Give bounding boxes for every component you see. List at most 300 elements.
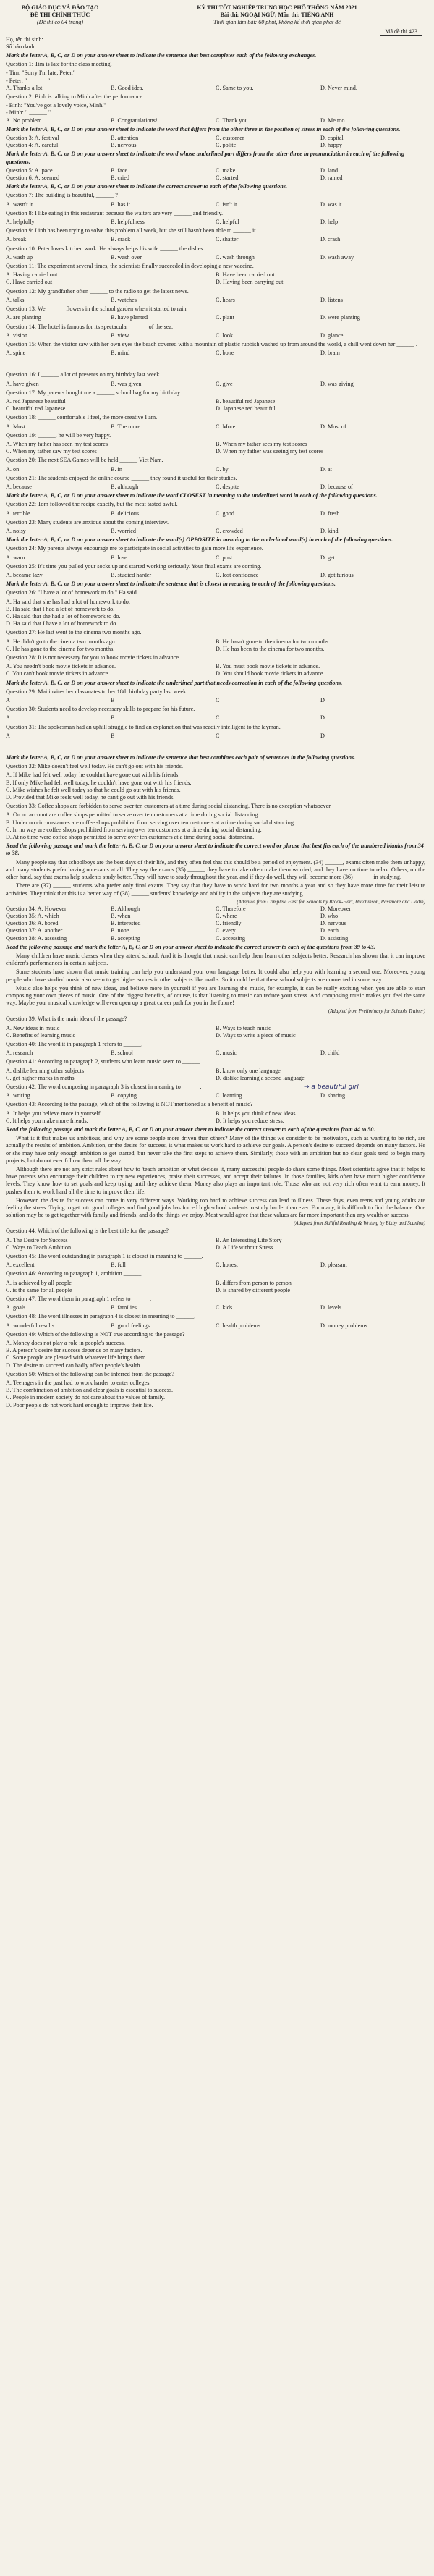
answer-option: C. It helps you make more friends. — [6, 1117, 88, 1124]
answer-option: C. get higher marks in maths — [6, 1074, 75, 1081]
answer-options — [6, 1262, 425, 1269]
answer-option: D. was it — [320, 200, 342, 208]
answer-option: B. was given — [111, 380, 142, 387]
answer-option: A. excellent — [6, 1262, 35, 1269]
answer-option: C. health problems — [216, 1322, 261, 1329]
question-text: Question 31: The spokesman had an uphill struggle to find an explanation that was readily intelligent to the layman. — [6, 723, 281, 730]
answer-options — [6, 913, 425, 920]
answer-options — [6, 423, 425, 431]
question-text: Question 17: My parents bought me a ______ school bag for my birthday. — [6, 389, 182, 396]
question-text: Question 2: Binh is talking to Minh after the performance. — [6, 93, 144, 101]
question-text: Question 41: According to paragraph 2, students who learn music seem to ______. — [6, 1058, 202, 1065]
answer-option: Question 35: A. which — [6, 912, 59, 919]
answer-option: D. fresh — [320, 510, 340, 517]
answer-option: D. crash — [320, 236, 341, 243]
answer-options — [6, 510, 425, 518]
answer-option: C. wash through — [216, 253, 255, 261]
question-text: Question 46: According to paragraph 1, ambition ______. — [6, 1270, 143, 1278]
answer-option: A. wash up — [6, 253, 33, 261]
source-note: (Adapted from Skillful Reading & Writing by Bixby and Scanlon) — [294, 1220, 425, 1227]
answer-option: B. Congratulations! — [111, 117, 158, 124]
answer-option: D. were planting — [320, 314, 360, 321]
answer-option: C — [216, 714, 220, 722]
reading-paragraph: Music also helps you think of new ideas, and believe more in yourself if you are learning the music, for example, it can be really exciting when you are able to start composing your own pieces of music. One of the biggest benefits, of course, is that listening to music can reduce your stress. And composing music makes you feel the same way. Maybe your musical knowledge will even open up a great career path for you in the future! — [6, 984, 425, 1007]
answer-option: A. spine — [6, 350, 26, 357]
answer-option: C. post — [216, 554, 233, 561]
answer-options — [6, 905, 425, 913]
answer-options — [6, 297, 425, 304]
answer-option: D. nervous — [320, 920, 346, 927]
question-text: Question 12: My grandfather often ______ to the radio to get the latest news. — [6, 287, 189, 295]
answer-option: B. Ways to teach music — [216, 1024, 271, 1031]
question-text: Question 44: Which of the following is the best title for the passage? — [6, 1228, 169, 1235]
question-text: Question 26: "I have a lot of homework to do," Ha said. — [6, 589, 138, 596]
answer-option: A. is achieved by all people — [6, 1279, 72, 1286]
answer-option: D. It helps you reduce stress. — [216, 1117, 284, 1124]
handwritten-note: → a beautiful girl — [304, 1084, 359, 1091]
answer-option: B. view — [111, 331, 129, 339]
answer-option: C. every — [216, 927, 236, 934]
question-text: Question 40: The word it in paragraph 1 refers to ______. — [6, 1040, 143, 1047]
answer-option: B. The more — [111, 423, 141, 430]
question-text: Question 1: Tim is late for the class meeting. — [6, 61, 112, 68]
answer-option: C. honest — [216, 1262, 238, 1269]
answer-option: C. Thank you. — [216, 117, 250, 124]
question-text: Question 7: The building is beautiful, ______ ? — [6, 192, 118, 199]
answer-line: C. Some people are pleased with whatever life brings them. — [6, 1354, 148, 1361]
answer-option: C. accessing — [216, 934, 245, 942]
answer-option: D. dislike learning a second language — [216, 1074, 305, 1081]
answer-option: C. Benefits of learning music — [6, 1031, 76, 1039]
page-break — [6, 357, 425, 370]
exam-code: Mã đề thi 423 — [380, 28, 422, 36]
question-text: Question 42: The word composing in paragraph 3 is closest in meaning to ______. — [6, 1083, 202, 1090]
answer-option: A — [6, 697, 10, 704]
answer-line: - Binh: "You've got a lovely voice, Minh." — [6, 102, 106, 109]
candidate-number: Số báo danh: .................................................... — [6, 43, 113, 50]
page-break — [6, 740, 425, 753]
answer-option: C — [216, 697, 220, 704]
answer-option: B — [111, 714, 115, 722]
section-instruction: Mark the letter A, B, C, or D on your answer sheet to indicate the correct answer to each of the following questions. — [6, 183, 288, 190]
answer-option: C. More — [216, 423, 236, 430]
answer-option: B. in — [111, 465, 122, 473]
answer-option: A. writing — [6, 1092, 30, 1099]
answer-option: Question 3: A. festival — [6, 135, 59, 142]
question-text: Question 9: Linh has been trying to solve this problem all week, but she still hasn't been able to ______ it. — [6, 227, 258, 235]
answer-options — [6, 1050, 425, 1057]
answer-options — [6, 1025, 425, 1039]
answer-options — [6, 1237, 425, 1251]
answer-option: A. It helps you believe more in yourself. — [6, 1110, 102, 1117]
answer-option: A. research — [6, 1050, 33, 1057]
answer-line: B. The combination of ambition and clear goals is essential to success. — [6, 1387, 174, 1394]
answer-options — [6, 1110, 425, 1125]
answer-options — [6, 572, 425, 579]
answer-line: - Peter: " ______ " — [6, 77, 51, 84]
answer-option: B. cried — [111, 174, 129, 182]
answer-option: D. Never mind. — [320, 84, 357, 91]
answer-options — [6, 201, 425, 208]
answer-option: B. accepting — [111, 934, 140, 942]
answer-option: C. polite — [216, 142, 237, 149]
answer-option: B. Have been carried out — [216, 271, 275, 279]
answer-option: D. get — [320, 554, 336, 561]
answer-option: C. give — [216, 380, 233, 387]
answer-option: D. Me too. — [320, 117, 346, 124]
answer-line: C. People in modern society do not care about the values of family. — [6, 1394, 166, 1401]
answer-option: D. Having been carrying out — [216, 279, 284, 286]
exam-header — [6, 4, 425, 33]
answer-option: D. money problems — [320, 1322, 367, 1329]
answer-option: A. goals — [6, 1304, 26, 1312]
answer-options — [6, 236, 425, 243]
answer-option: D. Japanese red beautiful — [216, 405, 276, 413]
answer-option: D. He has been to the cinema for two months. — [216, 645, 325, 652]
answer-options — [6, 1280, 425, 1294]
answer-option: D. at — [320, 465, 332, 473]
answer-option: C. hears — [216, 296, 235, 303]
answer-line: D. Poor people do not work hard enough to improve their life. — [6, 1401, 153, 1409]
answer-options — [6, 135, 425, 142]
reading-paragraph: Many people say that schoolboys are the best days of their life, and they often feel that this should be a period of enjoyment. (34) ______, exams often make them unhappy, and many students prefer having no exams at all. They say the exams (35) ______ they have to take often make them worried, and they have no time to relax. Others, on the other hand, say that exams help students study better. They will have to study throughout the year, and if they do well, they will become more (36) ______ in studying. — [6, 858, 425, 881]
answer-option: D. glance — [320, 331, 344, 339]
answer-option: A. Having carried out — [6, 271, 58, 279]
section-instruction: Mark the letter A, B, C, or D on your answer sheet to indicate the sentence that best combines each pair of sentences in the following questions. — [6, 754, 356, 761]
answer-option: D — [320, 732, 325, 739]
answer-options — [6, 350, 425, 357]
answer-option: A. He didn't go to the cinema two months ago. — [6, 638, 116, 645]
answer-option: A. dislike learning other subjects — [6, 1067, 85, 1074]
answer-option: C. look — [216, 331, 234, 339]
answer-option: D. kind — [320, 527, 339, 534]
question-text: Question 49: Which of the following is NOT true according to the passage? — [6, 1330, 185, 1338]
question-text: Question 20: The next SEA Games will be held ______ Viet Nam. — [6, 457, 163, 464]
answer-line: D. The desire to succeed can badly affect people's health. — [6, 1361, 142, 1369]
answer-option: B. families — [111, 1304, 137, 1312]
answer-option: D. brain — [320, 350, 340, 357]
answer-option: A — [6, 714, 10, 722]
answer-option: C. music — [216, 1050, 237, 1057]
time-note: Thời gian làm bài: 60 phút, không kể thời gian phát đề — [213, 19, 341, 25]
answer-option: B. Although — [111, 905, 140, 912]
question-text: Question 16: I ______ a lot of presents on my birthday last week. — [6, 371, 161, 379]
answer-option: B. studied harder — [111, 571, 152, 578]
section-instruction: Mark the letter A, B, C, or D on your answer sheet to indicate the word whose underlined part differs from the other three in pronunciation in each of the following questions. — [6, 151, 405, 165]
reading-paragraph: Many children have music classes when they attend school. And it is thought that music can help them learn other subjects better. Research has shown that it can improve children's performances in certain subjects. — [6, 952, 425, 967]
answer-option: Question 37: A. another — [6, 927, 63, 934]
section-instruction: Mark the letter A, B, C, or D on your answer sheet to indicate the word that differs from the other three in the position of stress in each of the following questions. — [6, 125, 401, 132]
answer-option: B. watches — [111, 296, 137, 303]
answer-option: D. levels — [320, 1304, 342, 1312]
reading-paragraph: What is it that makes us ambitious, and why are some people more driven than others? Many of the things we consider to be motivators, such as wanting to be rich, are actually the results of ambition. Ambition, or the desire for success, is what makes us work hard to achieve our goals. A person's desire to succeed depends on many factors. He or she may have only enough ambition to get started, but never take the first steps to achieve them. Similarly, those with an ambition but no clear goals tend to begin many projects, but do not ever follow them all the way. — [6, 1135, 425, 1164]
answer-option: B. wash over — [111, 253, 142, 261]
answer-line: C. Ha said that she had a lot of homework to do. — [6, 613, 121, 620]
answer-option: B. good feelings — [111, 1322, 150, 1329]
answer-option: B. beautiful red Japanese — [216, 397, 276, 405]
answer-option: Question 34: A. However — [6, 905, 67, 912]
answer-option: A. When my father has seen my test scores — [6, 440, 109, 447]
answer-line: C. In no way are coffee shops prohibited from serving over ten customers at a time during social distancing. — [6, 826, 262, 833]
question-text: Question 27: He last went to the cinema two months ago. — [6, 629, 142, 636]
answer-option: C. shatter — [216, 236, 239, 243]
answer-option: B. have planted — [111, 314, 148, 321]
answer-option: A. talks — [6, 296, 25, 303]
answer-option: B. crack — [111, 236, 131, 243]
answer-option: D. You should book movie tickets in advance. — [216, 670, 325, 677]
answer-option: B. differs from person to person — [216, 1279, 292, 1286]
answer-option: C. Therefore — [216, 905, 246, 912]
header-right — [132, 4, 422, 26]
answer-option: D. wash away — [320, 253, 354, 261]
answer-line: A. Ha said that she has had a lot of homework to do. — [6, 598, 130, 605]
answer-option: D. was giving — [320, 380, 354, 387]
answer-option: D. When my father was seeing my test scores — [216, 448, 324, 455]
question-text: Question 22: Tom followed the recipe exactly, but the meat tasted awful. — [6, 501, 178, 508]
section-instruction: Mark the letter A, B, C, or D on your answer sheet to indicate the sentence that best completes each of the following exchanges. — [6, 52, 317, 59]
answer-option: Question 4: A. careful — [6, 142, 59, 149]
question-text: Question 29: Mai invites her classmates to her 18th birthday party last week. — [6, 688, 188, 695]
answer-option: A. The Desire for Success — [6, 1236, 68, 1243]
answer-option: D. Most of — [320, 423, 346, 430]
answer-option: C. You can't book movie tickets in advance. — [6, 670, 110, 677]
answer-option: B. although — [111, 483, 139, 490]
answer-option: A. Most — [6, 423, 25, 430]
answer-options — [6, 219, 425, 226]
answer-option: B. nervous — [111, 142, 137, 149]
answer-option: C. started — [216, 174, 239, 182]
exam-content — [6, 52, 425, 1409]
answer-line: D. At no time were coffee shops permitted to serve over ten customers at a time during social distancing. — [6, 834, 255, 841]
answer-options — [6, 732, 425, 740]
question-text: Question 25: It's time you pulled your socks up and started working seriously. Your final exams are coming. — [6, 562, 262, 570]
section-instruction: Mark the letter A, B, C, or D on your answer sheet to indicate the sentence that is closest in meaning to each of the following questions. — [6, 580, 336, 588]
answer-option: Question 6: A. seemed — [6, 174, 60, 182]
answer-option: C. is the same for all people — [6, 1286, 72, 1293]
answer-option: C. customer — [216, 135, 244, 142]
answer-options — [6, 1092, 425, 1099]
answer-option: A. warn — [6, 554, 25, 561]
answer-option: B. school — [111, 1050, 133, 1057]
official-label: ĐỀ THI CHÍNH THỨC — [30, 12, 90, 18]
answer-option: C. Ways to Teach Ambition — [6, 1243, 72, 1251]
source-note: (Adapted from Complete First for Schools by Brook-Hart, Hutchinson, Passmore and Uddin) — [237, 898, 425, 905]
answer-option: D. who — [320, 912, 339, 919]
question-text: Question 11: The experiment several times, the scientists finally succeeded in developing a new vaccine. — [6, 263, 254, 270]
answer-options — [6, 117, 425, 124]
question-text: Question 10: Peter loves kitchen work. He always helps his wife ______ the dishes. — [6, 245, 205, 252]
answer-option: B. has it — [111, 200, 131, 208]
answer-option: A. red Japanese beautiful — [6, 397, 66, 405]
answer-options — [6, 314, 425, 321]
reading-paragraph: Although there are not any strict rules about how to 'teach' ambition or what decides it, many successful people do share some things. Most scientists agree that it helps to have parents who encourage their children to try new experiences, praise their successes, and accept their failures. In those families, kids often have much higher confidence levels. They know how to set goals and keep trying until they achieve them. Money also plays an important role. Those who are not very rich often want to earn money. It pushes them to work hard all the time to improve their life. — [6, 1166, 425, 1195]
reading-paragraph: Some students have shown that music training can help you understand your own language better. It could also help you with learning a second one. Moreover, young people who have studied music also seem to get higher scores in other subjects like maths. So it could be that these school subjects are connected in some way. — [6, 968, 425, 983]
answer-option: A. helpfully — [6, 219, 35, 226]
answer-option: D. Ways to write a piece of music — [216, 1031, 296, 1039]
answer-option: D. pleasant — [320, 1262, 347, 1269]
answer-option: A — [6, 732, 10, 739]
answer-options — [6, 697, 425, 704]
answer-options — [6, 167, 425, 174]
answer-options — [6, 381, 425, 388]
answer-option: A. vision — [6, 331, 28, 339]
answer-options — [6, 398, 425, 413]
question-text: Question 19: ______, he will be very happy. — [6, 431, 111, 439]
answer-option: C. He has gone to the cinema for two months. — [6, 645, 115, 652]
answer-options — [6, 714, 425, 722]
question-text: Question 45: The word outstanding in paragraph 1 is closest in meaning to ______. — [6, 1253, 203, 1260]
question-text: Question 33: Coffee shops are forbidden to serve over ten customers at a time during social distancing. There is no exception whatsoever. — [6, 803, 332, 810]
answer-option: B. When my father sees my test scores — [216, 440, 307, 447]
answer-option: C. crowded — [216, 527, 243, 534]
question-text: Question 15: When the visitor saw with her own eyes the beach covered with a mountain of plastic rubbish washed up from around the world, a chill went down her ______ . — [6, 340, 417, 347]
answer-option: C. by — [216, 465, 229, 473]
question-text: Question 13: We ______ flowers in the school garden when it started to rain. — [6, 305, 188, 313]
answer-options — [6, 271, 425, 286]
section-instruction: Read the following passage and mark the letter A, B, C, or D on your answer sheet to indicate the correct answer to each of the questions from 39 to 43. — [6, 943, 375, 950]
answer-option: A. terrible — [6, 510, 30, 517]
section-instruction: Read the following passage and mark the letter A, B, C, or D on your answer sheet to indicate the correct answer to each of the questions from 44 to 50. — [6, 1126, 375, 1133]
answer-options — [6, 483, 425, 491]
question-text: Question 21: The students enjoyed the online course ______ they found it useful for their studies. — [6, 474, 237, 481]
header-left — [6, 4, 114, 26]
answer-options — [6, 254, 425, 261]
answer-option: D. Moreover — [320, 905, 352, 912]
answer-line: B. A person's desire for success depends on many factors. — [6, 1347, 142, 1354]
answer-option: A. noisy — [6, 527, 26, 534]
question-text: Question 18: ______ comfortable I feel, the more creative I am. — [6, 414, 158, 421]
answer-option: B. lose — [111, 554, 127, 561]
answer-option: C. isn't it — [216, 200, 237, 208]
answer-option: D. each — [320, 927, 339, 934]
answer-line: A. If Mike had felt well today, he couldn't have gone out with his friends. — [6, 772, 180, 779]
section-instruction: Read the following passage and mark the letter A, B, C, or D on your answer sheet to indicate the correct word or phrase that best fits each of the numbered blanks from 34 to 38. — [6, 843, 424, 857]
answer-options — [6, 85, 425, 92]
answer-option: C. make — [216, 166, 236, 174]
answer-option: D — [320, 714, 325, 722]
answer-line: B. Under no circumstances are coffee shops prohibited from serving over ten customers at a time during social distancing. — [6, 819, 296, 826]
answer-option: D. rained — [320, 174, 343, 182]
question-text: Question 23: Many students are anxious about the coming interview. — [6, 518, 169, 525]
answer-line: D. Provided that Mike feels well today, he can't go out with his friends. — [6, 794, 175, 801]
answer-option: C. Have carried out — [6, 279, 53, 286]
question-text: Question 30: Students need to develop necessary skills to prepare for his future. — [6, 706, 195, 713]
answer-option: C. lost confidence — [216, 571, 259, 578]
answer-option: B. He hasn't gone to the cinema for two months. — [216, 638, 331, 645]
answer-option: D. child — [320, 1050, 340, 1057]
question-text: Question 43: According to the passage, which of the following is NOT mentioned as a benefit of music? — [6, 1101, 253, 1108]
answer-option: D. assisting — [320, 934, 349, 942]
answer-option: B. face — [111, 166, 128, 174]
section-instruction: Mark the letter A, B, C, or D on your answer sheet to indicate the word CLOSEST in meaning to the underlined word in each of the following questions. — [6, 492, 378, 499]
answer-option: B. when — [111, 912, 131, 919]
answer-option: B. mind — [111, 350, 130, 357]
answer-options — [6, 528, 425, 535]
question-text: Question 48: The word illnesses in paragraph 4 is closest in meaning to ______. — [6, 1313, 196, 1320]
answer-option: D. is shared by different people — [216, 1286, 291, 1293]
answer-option: B. Good idea. — [111, 84, 144, 91]
question-text: Question 28: It is not necessary for you to book movie tickets in advance. — [6, 654, 181, 662]
section-instruction: Mark the letter A, B, C, or D on your answer sheet to indicate the underlined part that needs correction in each of the following questions. — [6, 679, 343, 686]
question-text: Question 8: I like eating in this restaurant because the waiters are very ______ and friendly. — [6, 209, 224, 216]
answer-option: D. land — [320, 166, 339, 174]
answer-option: C. bone — [216, 350, 234, 357]
answer-option: C. friendly — [216, 920, 242, 927]
question-text: Question 50: Which of the following can be inferred from the passage? — [6, 1370, 174, 1377]
answer-options — [6, 1322, 425, 1330]
reading-paragraph: However, the desire for success can come in very different ways. Working too hard to achieve success can lead to illness. These days, even teens and young adults are feeling the stress. Trying to get into good colleges and find good jobs has forced high school students to study harder than ever. For many, it is difficult to find the balance. One solution may be to get together with family and friends, and do the things we enjoy. Most would agree that these values are far more important than any wealth or success. — [6, 1196, 425, 1219]
answer-options — [6, 1304, 425, 1312]
answer-options — [6, 1068, 425, 1082]
answer-option: A. New ideas in music — [6, 1024, 60, 1031]
answer-option: D. sharing — [320, 1092, 346, 1099]
exam-title: KỲ THI TỐT NGHIỆP TRUNG HỌC PHỔ THÔNG NĂM 2021 — [197, 4, 357, 11]
answer-option: D. listens — [320, 296, 343, 303]
answer-option: C — [216, 732, 220, 739]
answer-option: B — [111, 697, 115, 704]
answer-option: A. wonderful results — [6, 1322, 55, 1329]
answer-option: C. Same to you. — [216, 84, 254, 91]
answer-option: B. copying — [111, 1092, 137, 1099]
answer-option: Question 38: A. assessing — [6, 934, 67, 942]
answer-option: D. capital — [320, 135, 344, 142]
answer-option: B. none — [111, 927, 129, 934]
answer-option: A. No problem. — [6, 117, 43, 124]
answer-option: C. despite — [216, 483, 239, 490]
answer-option: B. attention — [111, 135, 139, 142]
answer-option: B. helpfulness — [111, 219, 145, 226]
answer-option: B. know only one language — [216, 1067, 281, 1074]
answer-option: C. where — [216, 912, 237, 919]
answer-option: A. break — [6, 236, 27, 243]
candidate-info — [6, 36, 425, 51]
answer-line: - Minh: " ______ " — [6, 109, 51, 117]
answer-line: B. If only Mike had felt well today, he couldn't have gone out with his friends. — [6, 779, 192, 786]
answer-option: D. because of — [320, 483, 353, 490]
answer-options — [6, 332, 425, 339]
answer-option: A. are planting — [6, 314, 41, 321]
answer-option: B. interested — [111, 920, 141, 927]
question-text: Question 47: The word them in paragraph 1 refers to ______. — [6, 1296, 152, 1303]
answer-option: D. A Life without Stress — [216, 1243, 273, 1251]
pages-note: (Đề thi có 04 trang) — [37, 19, 83, 25]
answer-option: C. beautiful red Japanese — [6, 405, 66, 413]
answer-option: B. delicious — [111, 510, 140, 517]
answer-option: A. Thanks a lot. — [6, 84, 44, 91]
answer-option: D — [320, 697, 325, 704]
answer-option: B. You must book movie tickets in advance. — [216, 663, 320, 670]
ministry-name: BỘ GIÁO DỤC VÀ ĐÀO TẠO — [21, 4, 99, 11]
answer-option: B. It helps you think of new ideas. — [216, 1110, 297, 1117]
answer-line: B. Ha said that I had a lot of homework to do. — [6, 605, 115, 612]
answer-options — [6, 920, 425, 927]
answer-option: C. kids — [216, 1304, 233, 1312]
candidate-name: Họ, tên thí sinh: ................................................ — [6, 36, 114, 43]
answer-line: C. Mike wishes he felt well today so that he could go out with his friends. — [6, 786, 181, 793]
answer-option: A. wasn't it — [6, 200, 33, 208]
question-text: Question 39: What is the main idea of the passage? — [6, 1015, 127, 1023]
answer-options — [6, 663, 425, 677]
answer-option: Question 5: A. pace — [6, 166, 53, 174]
answer-options — [6, 466, 425, 473]
answer-option: C. learning — [216, 1092, 242, 1099]
answer-line: A. Money does not play a role in people's success. — [6, 1340, 125, 1347]
question-text: Question 14: The hotel is famous for its spectacular ______ of the sea. — [6, 323, 174, 330]
answer-option: B. full — [111, 1262, 126, 1269]
source-note: (Adapted from Preliminary for Schools Trainer) — [328, 1008, 425, 1015]
answer-options — [6, 935, 425, 942]
answer-line: D. Ha said that I have a lot of homework to do. — [6, 620, 118, 628]
